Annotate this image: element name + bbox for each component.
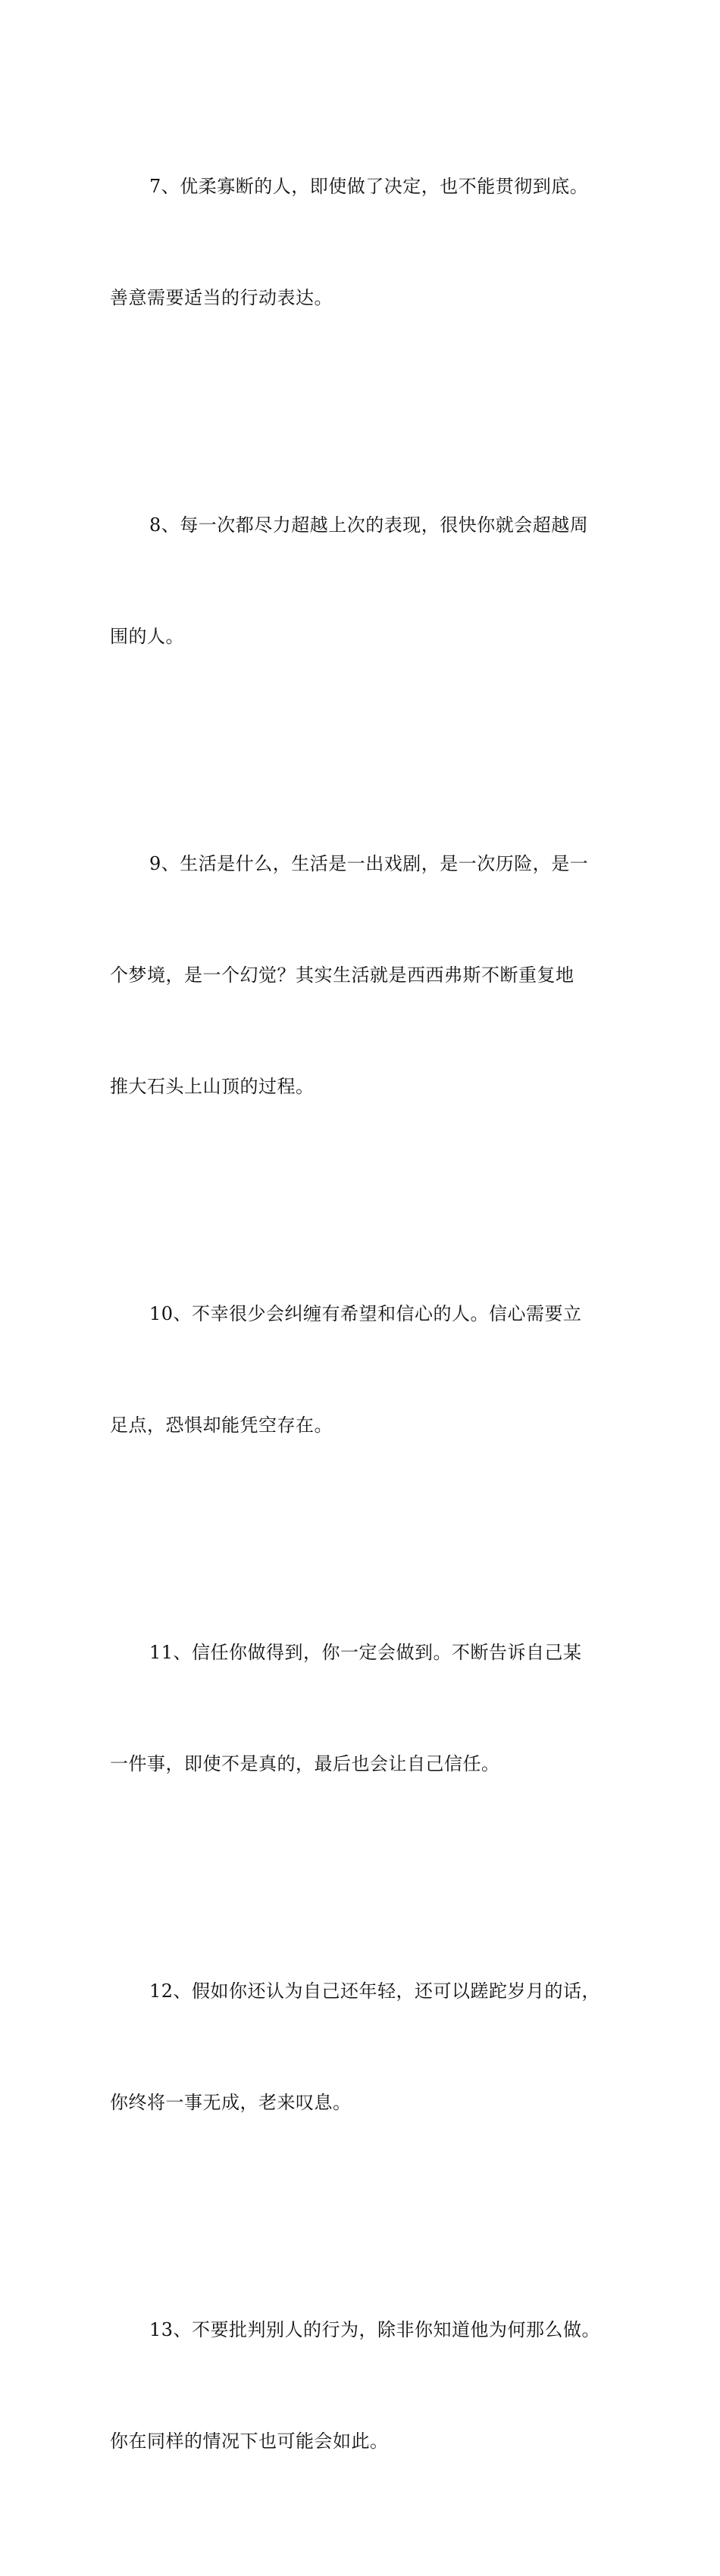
paragraph-line: 9、生活是什么，生活是一出戏剧，是一次历险，是一 <box>149 853 589 874</box>
paragraph-line: 你终将一事无成，老来叹息。 <box>110 2092 352 2113</box>
paragraph-line: 8、每一次都尽力超越上次的表现，很快你就会超越周 <box>149 514 589 536</box>
paragraph-line: 善意需要适当的行动表达。 <box>110 287 333 308</box>
paragraph-7 <box>110 94 618 391</box>
paragraph-line: 11、信任你做得到，你一定会做到。不断告诉自己某 <box>149 1642 582 1663</box>
paragraph-9 <box>110 771 618 1180</box>
paragraph-11 <box>110 1560 618 1857</box>
paragraph-line: 一件事，即使不是真的，最后也会让自己信任。 <box>110 1753 500 1774</box>
paragraph-13 <box>110 2237 618 2534</box>
paragraph-12 <box>110 1899 618 2196</box>
paragraph-line: 推大石头上山顶的过程。 <box>110 1076 315 1097</box>
paragraph-line: 10、不幸很少会纠缠有希望和信心的人。信心需要立 <box>149 1303 582 1324</box>
paragraph-8 <box>110 433 618 730</box>
paragraph-line: 12、假如你还认为自己还年轻，还可以蹉跎岁月的话， <box>149 1980 601 2002</box>
paragraph-line: 13、不要批判别人的行为，除非你知道他为何那么做。 <box>149 2319 601 2340</box>
paragraph-line: 足点，恐惧却能凭空存在。 <box>110 1415 333 1436</box>
paragraph-10 <box>110 1221 618 1518</box>
paragraph-line: 你在同样的情况下也可能会如此。 <box>110 2431 389 2452</box>
paragraph-line: 7、优柔寡断的人，即使做了决定，也不能贯彻到底。 <box>149 176 589 197</box>
paragraph-line: 个梦境，是一个幻觉？其实生活就是西西弗斯不断重复地 <box>110 964 574 986</box>
paragraph-line: 围的人。 <box>110 626 184 647</box>
document-body <box>110 94 618 2576</box>
